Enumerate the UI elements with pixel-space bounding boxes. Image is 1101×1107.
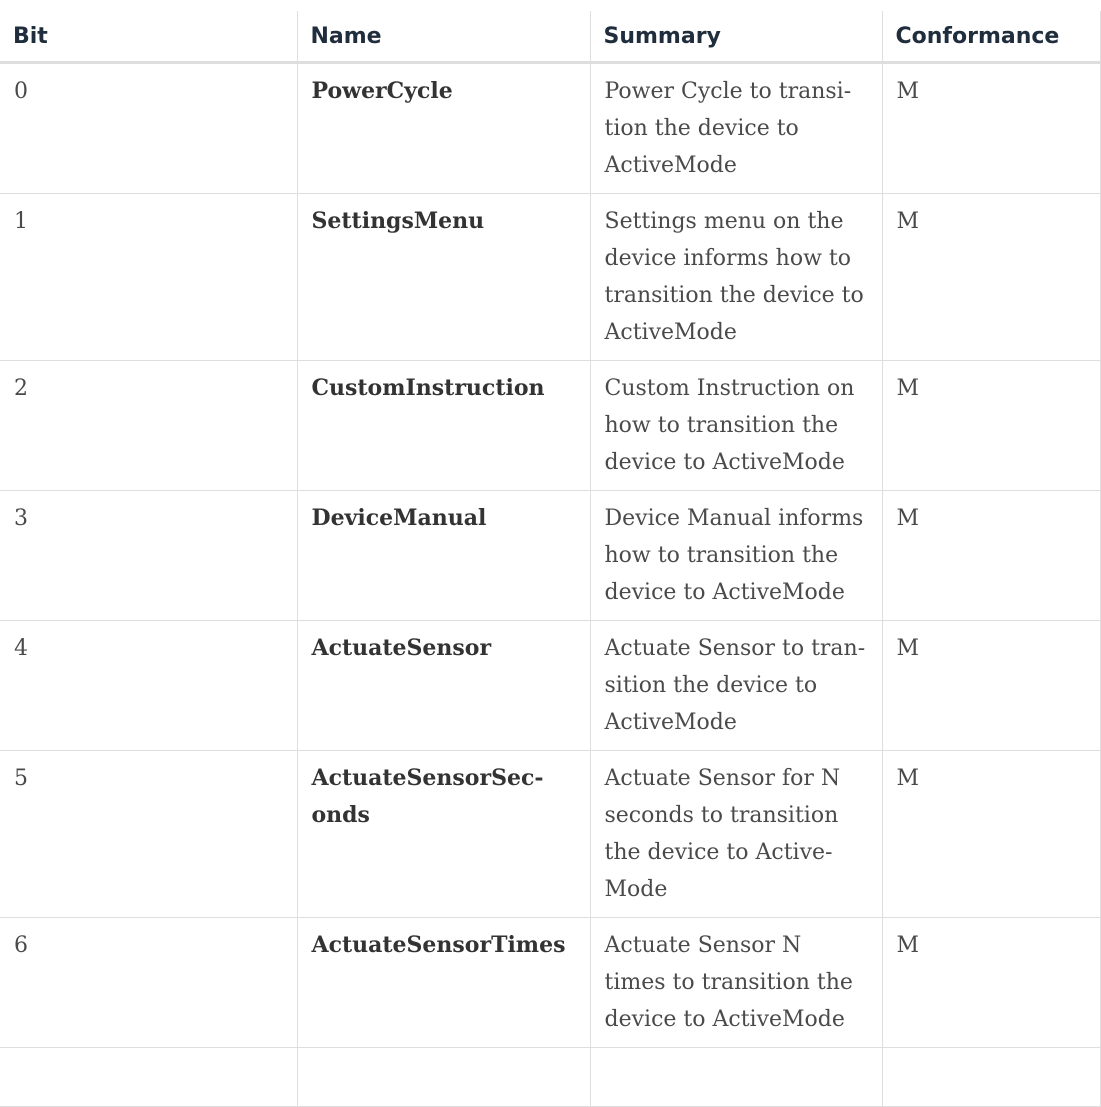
cell-conformance: M — [882, 918, 1100, 1048]
table-row — [0, 194, 1100, 361]
bit-definitions-table-wrapper — [0, 11, 1100, 1107]
cell-name: PowerCycle — [297, 63, 590, 194]
cell-bit: 2 — [0, 361, 297, 491]
cell-bit: 1 — [0, 194, 297, 361]
cell-conformance: M — [882, 751, 1100, 918]
cell-summary: Power Cycle to transi-tion the device to ActiveMode — [590, 63, 882, 194]
cell-summary: Actuate Sensor to tran-sition the device to ActiveMode — [590, 621, 882, 751]
cell-bit: 0 — [0, 63, 297, 194]
header-summary: Summary — [590, 11, 882, 63]
header-conformance: Conformance — [882, 11, 1100, 63]
cell-summary: Custom Instruction on how to transition the device to ActiveMode — [590, 361, 882, 491]
table-row — [0, 751, 1100, 918]
cell-bit: 5 — [0, 751, 297, 918]
table-row — [0, 918, 1100, 1048]
table-header-row — [0, 11, 1100, 63]
cell-summary: Actuate Sensor N times to transition the device to ActiveMode — [590, 918, 882, 1048]
cell-bit-empty — [0, 1048, 297, 1107]
cell-bit: 6 — [0, 918, 297, 1048]
cell-name: SettingsMenu — [297, 194, 590, 361]
table-row — [0, 621, 1100, 751]
header-bit: Bit — [0, 11, 297, 63]
bit-definitions-table — [0, 11, 1101, 1107]
cell-summary-empty — [590, 1048, 882, 1107]
cell-name: DeviceManual — [297, 491, 590, 621]
table-row-partial — [0, 1048, 1100, 1107]
cell-conformance: M — [882, 194, 1100, 361]
cell-conformance: M — [882, 361, 1100, 491]
cell-conformance: M — [882, 621, 1100, 751]
table-row — [0, 63, 1100, 194]
cell-summary: Actuate Sensor for N seconds to transition the device to Active-Mode — [590, 751, 882, 918]
cell-name: ActuateSensor — [297, 621, 590, 751]
cell-name: ActuateSensorTimes — [297, 918, 590, 1048]
header-name: Name — [297, 11, 590, 63]
cell-summary: Settings menu on the device informs how to transition the device to ActiveMode — [590, 194, 882, 361]
cell-summary: Device Manual informs how to transition the device to ActiveMode — [590, 491, 882, 621]
table-row — [0, 361, 1100, 491]
cell-conformance: M — [882, 491, 1100, 621]
cell-bit: 3 — [0, 491, 297, 621]
cell-conformance: M — [882, 63, 1100, 194]
cell-name: CustomInstruction — [297, 361, 590, 491]
cell-name: ActuateSensorSec-onds — [297, 751, 590, 918]
cell-conformance-empty — [882, 1048, 1100, 1107]
table-row — [0, 491, 1100, 621]
cell-name-empty — [297, 1048, 590, 1107]
cell-bit: 4 — [0, 621, 297, 751]
